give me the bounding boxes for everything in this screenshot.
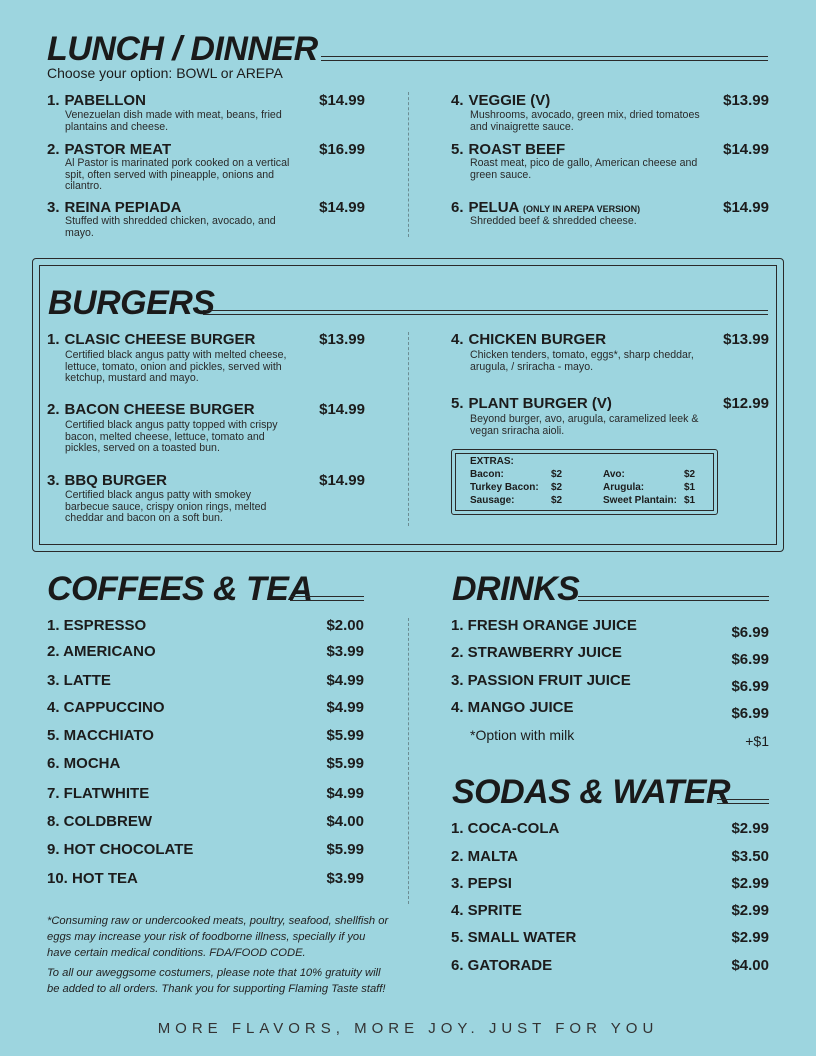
soda-item-price: $2.99 xyxy=(731,820,769,837)
burger-item-name: 2. BACON CHEESE BURGER xyxy=(47,401,255,418)
burgers-column-divider xyxy=(408,332,409,526)
burger-item-description: Certified black angus patty with smokey barbecue sauce, crispy onion rings, melted cheddar and bacon on a soft bun. xyxy=(65,489,267,524)
burger-item-name: 3. BBQ BURGER xyxy=(47,472,168,489)
burger-item-description: Certified black angus patty topped with crispy bacon, melted cheese, lettuce, tomato and pickles, served on a toasted bun. xyxy=(65,419,278,454)
extras-item-name: Arugula: xyxy=(603,482,645,493)
soda-item-price: $2.99 xyxy=(731,902,769,919)
burger-item-name: 5. PLANT BURGER (V) xyxy=(451,395,612,412)
lunch-item-description: Shredded beef & shredded cheese. xyxy=(470,215,637,227)
extras-item-name: Avo: xyxy=(603,469,625,480)
coffee-column-divider xyxy=(408,618,409,904)
drink-item-name: 2. STRAWBERRY JUICE xyxy=(451,644,622,661)
lunch-item-name: 6. PELUA (ONLY IN AREPA VERSION) xyxy=(451,199,641,216)
coffees-title-rule xyxy=(290,596,364,601)
coffee-item-name: 4. CAPPUCCINO xyxy=(47,699,165,716)
drinks-title-rule xyxy=(578,596,769,601)
drinks-title: DRINKS xyxy=(452,570,580,608)
footer-tagline: MORE FLAVORS, MORE JOY. JUST FOR YOU xyxy=(157,1020,659,1037)
lunch-item-price: $13.99 xyxy=(723,92,769,109)
burger-item-name: 4. CHICKEN BURGER xyxy=(451,331,607,348)
coffee-item-name: 7. FLATWHITE xyxy=(47,785,150,802)
extras-item-name: Turkey Bacon: xyxy=(470,482,539,493)
lunch-item-price: $14.99 xyxy=(319,199,365,216)
coffee-item-price: $3.99 xyxy=(326,643,364,660)
burger-item-price: $13.99 xyxy=(319,331,365,348)
soda-item-name: 2. MALTA xyxy=(451,848,518,865)
gratuity-notice: To all our aweggsome costumers, please note that 10% gratuity will be added to all orders. Thank you for supporting Flaming Taste staff! xyxy=(47,967,386,995)
coffee-item-name: 2. AMERICANO xyxy=(47,643,156,660)
coffee-item-price: $4.99 xyxy=(326,672,364,689)
drink-item-name: 1. FRESH ORANGE JUICE xyxy=(451,617,637,634)
drink-item-name: 4. MANGO JUICE xyxy=(451,699,574,716)
coffee-item-name: 5. MACCHIATO xyxy=(47,727,154,744)
lunch-item-description: Al Pastor is marinated pork cooked on a vertical spit, often served with pineapple, onions and cilantro. xyxy=(65,157,290,192)
coffee-item-name: 3. LATTE xyxy=(47,672,111,689)
burger-item-description: Beyond burger, avo, arugula, caramelized leek & vegan sriracha aioli. xyxy=(470,413,699,437)
burger-item-description: Chicken tenders, tomato, eggs*, sharp cheddar, arugula, / sriracha - mayo. xyxy=(470,349,694,373)
soda-item-name: 3. PEPSI xyxy=(451,875,512,892)
coffee-item-price: $5.99 xyxy=(326,841,364,858)
drink-item-price: $6.99 xyxy=(731,624,769,641)
coffees-title: COFFEES & TEA xyxy=(47,570,313,608)
coffee-item-name: 8. COLDBREW xyxy=(47,813,152,830)
lunch-item-price: $16.99 xyxy=(319,141,365,158)
drink-item-price: $6.99 xyxy=(731,705,769,722)
extras-item-name: Bacon: xyxy=(470,469,504,480)
burgers-title-rule xyxy=(203,310,768,315)
extras-item-price: $1 xyxy=(684,495,696,506)
lunch-item-name: 1. PABELLON xyxy=(47,92,146,109)
lunch-item-description: Venezuelan dish made with meat, beans, fried plantains and cheese. xyxy=(65,109,282,133)
sodas-title: SODAS & WATER xyxy=(452,773,731,811)
lunch-item-name: 2. PASTOR MEAT xyxy=(47,141,172,158)
soda-item-price: $3.50 xyxy=(731,848,769,865)
lunch-item-price: $14.99 xyxy=(319,92,365,109)
soda-item-name: 5. SMALL WATER xyxy=(451,929,577,946)
coffee-item-price: $4.99 xyxy=(326,699,364,716)
lunch-title: LUNCH / DINNER xyxy=(47,30,318,68)
milk-option-price: +$1 xyxy=(745,733,769,749)
soda-item-name: 6. GATORADE xyxy=(451,957,553,974)
extras-item-price: $2 xyxy=(551,495,563,506)
burger-item-price: $14.99 xyxy=(319,401,365,418)
extras-item-price: $2 xyxy=(551,482,563,493)
coffee-item-name: 1. ESPRESSO xyxy=(47,617,147,634)
extras-item-price: $2 xyxy=(684,469,696,480)
extras-item-price: $2 xyxy=(551,469,563,480)
soda-item-price: $4.00 xyxy=(731,957,769,974)
extras-item-name: Sweet Plantain: xyxy=(603,495,677,506)
lunch-item-price: $14.99 xyxy=(723,141,769,158)
food-safety-disclaimer: *Consuming raw or undercooked meats, poultry, seafood, shellfish or eggs may increase your risk of foodborne illness, specially if you have certain medical conditions. FDA/FOOD CODE. xyxy=(47,915,389,959)
soda-item-price: $2.99 xyxy=(731,929,769,946)
burgers-title: BURGERS xyxy=(48,284,215,322)
drink-item-name: 3. PASSION FRUIT JUICE xyxy=(451,672,631,689)
lunch-item-name: 4. VEGGIE (V) xyxy=(451,92,551,109)
extras-title: EXTRAS: xyxy=(470,456,514,467)
lunch-item-description: Mushrooms, avocado, green mix, dried tomatoes and vinaigrette sauce. xyxy=(470,109,700,133)
burger-item-name: 1. CLASIC CHEESE BURGER xyxy=(47,331,256,348)
sodas-title-rule xyxy=(717,799,769,804)
lunch-item-price: $14.99 xyxy=(723,199,769,216)
burger-item-price: $12.99 xyxy=(723,395,769,412)
burger-item-description: Certified black angus patty with melted cheese, lettuce, tomato, onion and pickles, served with ketchup, mustard and mayo. xyxy=(65,349,287,384)
lunch-item-name: 5. ROAST BEEF xyxy=(451,141,566,158)
coffee-item-name: 9. HOT CHOCOLATE xyxy=(47,841,194,858)
coffee-item-name: 6. MOCHA xyxy=(47,755,121,772)
coffee-item-name: 10. HOT TEA xyxy=(47,870,138,887)
lunch-item-description: Stuffed with shredded chicken, avocado, and mayo. xyxy=(65,215,276,239)
milk-option-label: *Option with milk xyxy=(470,727,575,743)
coffee-item-price: $5.99 xyxy=(326,727,364,744)
extras-item-price: $1 xyxy=(684,482,696,493)
drink-item-price: $6.99 xyxy=(731,651,769,668)
coffee-item-price: $3.99 xyxy=(326,870,364,887)
lunch-item-name: 3. REINA PEPIADA xyxy=(47,199,182,216)
coffee-item-price: $4.00 xyxy=(326,813,364,830)
soda-item-name: 1. COCA-COLA xyxy=(451,820,560,837)
coffee-item-price: $5.99 xyxy=(326,755,364,772)
lunch-column-divider xyxy=(408,92,409,237)
lunch-subtitle: Choose your option: BOWL or AREPA xyxy=(47,65,283,81)
soda-item-name: 4. SPRITE xyxy=(451,902,522,919)
burger-item-price: $13.99 xyxy=(723,331,769,348)
coffee-item-price: $4.99 xyxy=(326,785,364,802)
lunch-item-description: Roast meat, pico de gallo, American cheese and green sauce. xyxy=(470,157,698,181)
soda-item-price: $2.99 xyxy=(731,875,769,892)
coffee-item-price: $2.00 xyxy=(326,617,364,634)
extras-item-name: Sausage: xyxy=(470,495,515,506)
burger-item-price: $14.99 xyxy=(319,472,365,489)
drink-item-price: $6.99 xyxy=(731,678,769,695)
lunch-title-rule xyxy=(321,56,768,61)
